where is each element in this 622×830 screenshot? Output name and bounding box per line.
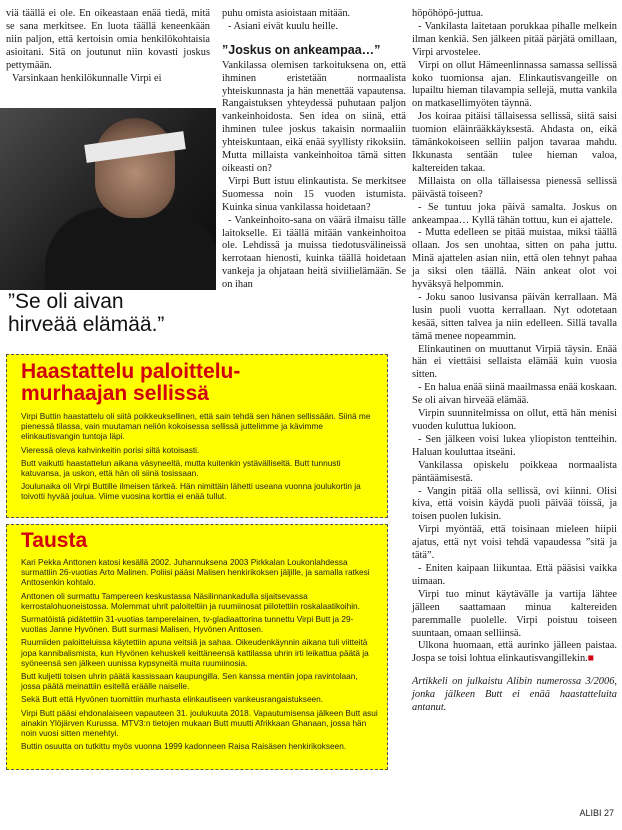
paragraph: Elinkautinen on muuttanut Virpiä täysin. Enää hän ei viettäisi sellaista elämää kuin vuosia sitten. [412,343,617,381]
article-endnote: Artikkeli on julkaistu Alibin numerossa 3/2006, jonka jälkeen Butt ei enää haastatteluita antanut. [412,676,617,714]
box-paragraph: Anttonen oli surmattu Tampereen keskustassa Näsilinnankadulla sijaitsevassa kerrostalohuoneistossa. Molemmat uhrit paloiteltiin ja ruumiinosat piilotettiin roskalaatikoihin. [21,590,360,611]
box-body [21,557,379,754]
box-paragraph: Buttin osuutta on tutkittu myös vuonna 1999 kadonneen Raisa Raisäsen henkirikokseen. [21,741,347,752]
paragraph: höpöhöpö-juttua. [412,8,484,19]
pull-quote [8,290,218,336]
paragraph: Virpi tuo minut käytävälle ja vartija lähtee jälleen saattamaan minua kaltereiden paremmalle puolelle. Virpi poistuu toiseen suuntaan, omaan selliinsä. [412,588,617,639]
end-mark-icon: ■ [587,653,595,665]
paragraph: Vankilassa olemisen tarkoituksena on, että ihminen eristetään normaalista yhteiskunnasta ja hän menettää vapautensa. Rangaistuksen yhteydessä puhutaan paljon vankeinhoidosta. Sen idea on siinä, että ihminen tulee joskus takaisin normaaliin yhteiskuntaan, eikä enää syyllisty rikoksiin. Mutta millaista vankeinhoitoa tämä sitten oikeasti on? [222,59,406,174]
column-3 [412,8,617,715]
paragraph [412,640,617,666]
paragraph-text: Ulkona huomaan, että aurinko jälleen paistaa. Jospa se toisi lohtua elinkautisvangillekin. [412,640,617,665]
paragraph: Millaista on olla tällaisessa pienessä sellissä päivästä toiseen? [412,175,617,200]
paragraph: - Mutta edelleen se pitää muistaa, miksi täällä ollaan. Jos sen unohtaa, sitten on paha juttu. Minä ajattelen asian niin, että olen tehnyt pahaa ja siksi olen täällä. Näin ankeat olot voi hyväksyä helpommin. [412,227,617,291]
box-body [21,411,379,505]
sidebar-box-background [6,524,388,770]
box-paragraph: Vieressä oleva kahvinkeitin porisi siltä kotoisasti. [21,444,200,455]
box-paragraph: Virpi Butt pääsi ehdonalaiseen vapauteen 31. joulukuuta 2018. Vapautumisensa jälkeen Butt asui ainakin Ylöjärven Kurussa. MTV3:n tietojen mukaan Butt muutti Afrikkaan Ghanaan, jossa hän noin vuosi sitten menehtyi. [21,707,378,739]
box-paragraph: Butt vaikutti haastattelun aikana väsyneeltä, mutta kuitenkin ystävälliseltä. Butt tunnusti katuvansa, ja uskon, että hän oli siinä tosissaan. [21,457,341,479]
paragraph: Jos koiraa pitäisi tällaisessa sellissä, siitä saisi tuomion eläinrääkkäyksestä. Ahdasta on, eikä tämänkokoiseen selliin paljon tavaraa mahdu. Ikkunasta sentään tulee hieman valoa, kaltereiden takaa. [412,111,617,174]
box-paragraph: Butt kuljetti toisen uhrin päätä kassissaan kaupungilla. Sen kanssa mentiin jopa ravintolaan, jossa päätä meinattiin esitellä eräälle naiselle. [21,671,358,692]
paragraph: - Vankilasta laitetaan porukkaa pihalle melkein ilman kenkiä. Sen jälkeen pitää pärjätä omillaan, Virpi arvostelee. [412,20,617,58]
column-1 [6,8,210,85]
paragraph: Vankilassa opiskelu poikkeaa normaalista päntäämisestä. [412,459,617,484]
paragraph: Virpi myöntää, että toisinaan mieleen hiipii ajatus, että nyt voisi tehdä vapaudessa ”sitä ja tätä”. [412,524,617,562]
box-title [21,361,240,405]
paragraph: Virpi on ollut Hämeenlinnassa samassa sellissä koko tuomionsa ajan. Elinkautisvangeille on lupailtu hieman tilavampia sellejä, mutta vankila on matkasellimyöten täynnä. [412,59,617,110]
paragraph: Virpin suunnitelmissa on ollut, että hän menisi vuoden kuluttua lukioon. [412,408,617,432]
paragraph: - Vangin pitää olla sellissä, ovi kiinni. Olisi kiva, että voisin käydä puoli päivää töissä, ja toisen puolen lukisin. [412,485,617,523]
box-paragraph: Sekä Butt että Hyvönen tuomittiin murhasta elinkautiseen vankeusrangaistukseen. [21,694,324,705]
box-paragraph: Joulunaika oli Virpi Buttille ilmeisen tärkeä. Hän nimittäin lähetti useana vuonna joulukortin ja toivotti hyvää joulua. Viime vuosina korttia ei enää tullut. [21,481,361,502]
photo-figure-body [45,208,216,290]
paragraph: - Se tuntuu joka päivä samalta. Joskus on ankeampaa… Kyllä tähän tottuu, kun ei ajattele. [412,201,617,226]
paragraph: - En halua enää siinä maailmassa enää koskaan. Se oli aivan hirveää elämää. [412,382,617,407]
box-paragraph: Surmatöistä pidätettiin 31-vuotias tamperelainen, tv-gladiaattorina tunnettu Virpi Butt ja 29-vuotias Janne Hyvönen. Butt surmasi Malisen, Hyvönen Anttosen. [21,614,354,635]
box-paragraph: Virpi Buttin haastattelu oli siitä poikkeuksellinen, että sain tehdä sen hänen sellissään. Siinä me pienessä tilassa, vain muutaman neliön kokoisessa sellissä juttelimme ja kävimme elinkautisvangin tuntoja läpi. [21,411,371,442]
box-paragraph: Kari Pekka Anttonen katosi kesällä 2002. Juhannuksena 2003 Pirkkalan Loukonlahdessa surmattiin 26-vuotias Arto Malinen. Poliisi pääsi Malisen henkirikoksen jäljille, ja samalla ratkesi Anttosenkin kohtalo. [21,557,370,588]
section-subhead: ”Joskus on ankeampaa…” [222,42,381,57]
pull-quote-line: ”Se oli aivan [8,290,124,313]
page-footer: ALIBI 27 [579,808,614,818]
paragraph: - Asiani eivät kuulu heille. [228,20,338,32]
paragraph: Varsinkaan henkilökunnalle Virpi ei [12,72,162,84]
box-title-line: Haastattelu paloittelu- [21,360,241,383]
paragraph: - Sen jälkeen voisi lukea yliopiston tentteihin. Haluan kouluttaa itseäni. [412,433,617,458]
box-title: Tausta [21,529,88,552]
paragraph: viä täällä ei ole. En oikeastaan enää tiedä, mitä se sana merkitsee. En luota täällä keneenkään niin paljon, että kertoisin omia henkilökohtaisia asioitani. Sitä on joutunut niin kovasti joskus pettymään. [6,8,210,71]
paragraph: - Joku sanoo lusivansa päivän kerrallaan. Mä lusin puoli vuotta kerrallaan. Nyt odotetaan kesää, sitten talvea ja niin edelleen. Sillä tavalla tämä menee nopeammin. [412,291,617,342]
paragraph: puhu omista asioistaan mitään. [222,8,351,19]
sidebar-box-interview [6,354,388,518]
column-2 [222,8,406,292]
box-paragraph: Ruumiiden paloitteluissa käytettiin apuna veitsiä ja sahaa. Oikeudenkäynnin aikana tuli viitteitä jopa kannibalismista, kun Hyvönen kehuskeli keittäneensä kattilassa uhrin irti leikattua päätä ja syöneensä sen jälkeen uunissa kypsyneitä muita ruumiinosia. [21,637,369,668]
pull-quote-line: hirveää elämää.” [8,313,165,336]
paragraph: - Vankeinhoito-sana on väärä ilmaisu tälle laitokselle. Ei täällä mitään vankeinhoitoa ole. Lehdissä ja muissa tiedotusvälineissä kerrotaan hienosti, kuinka täällä hoidetaan vankeja ja ohjataan heitä siviilielämään. Se on ihan [222,214,406,291]
paragraph: - Eniten kaipaan liikuntaa. Että pääsisi vaikka uimaan. [412,562,617,587]
photo-virpi-butt [0,108,216,290]
box-title-line: murhaajan sellissä [21,382,209,405]
paragraph: Virpi Butt istuu elinkautista. Se merkitsee Suomessa noin 15 vuoden istumista. Kuinka sinua vankilassa hoidetaan? [222,175,406,213]
